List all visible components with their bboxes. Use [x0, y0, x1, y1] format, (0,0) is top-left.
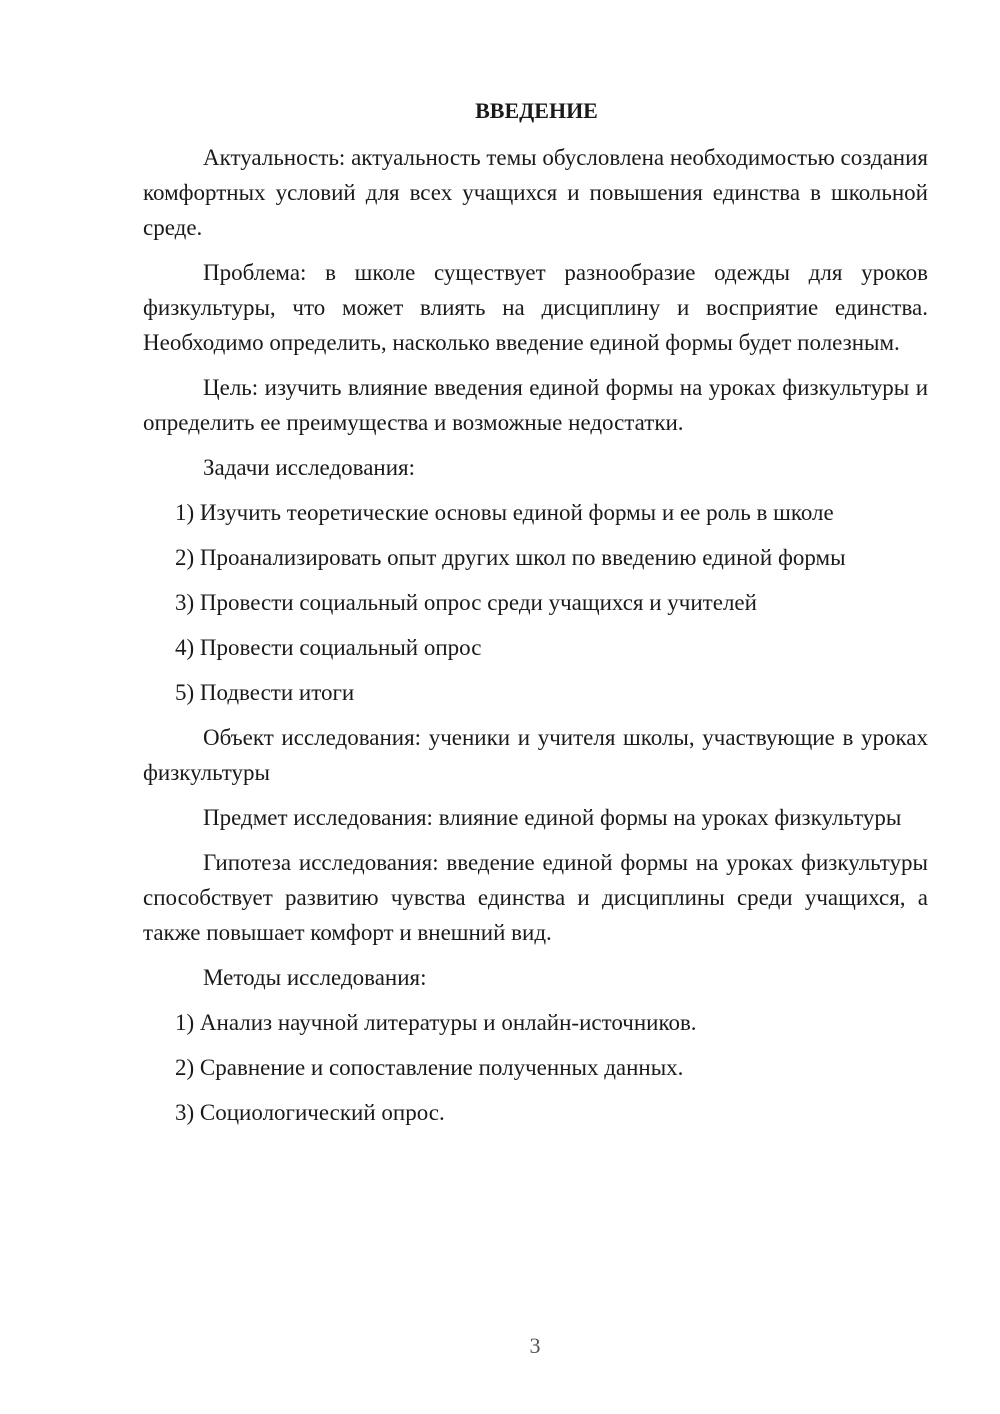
hypothesis-paragraph: Гипотеза исследования: введение единой формы на уроках физкультуры способствует развитию чувства единства и дисциплины среди учащихся, а также повышает комфорт и внешний вид.	[143, 850, 928, 945]
method-item: 3) Социологический опрос.	[175, 1100, 445, 1125]
method-item: 1) Анализ научной литературы и онлайн-источников.	[175, 1010, 697, 1035]
page-number: 3	[529, 1333, 541, 1358]
section-title: ВВЕДЕНИЕ	[475, 98, 598, 123]
object-paragraph: Объект исследования: ученики и учителя школы, участвующие в уроках физкультуры	[143, 725, 928, 785]
subject-paragraph: Предмет исследования: влияние единой формы на уроках физкультуры	[203, 805, 902, 830]
task-item: 4) Провести социальный опрос	[175, 635, 482, 660]
task-item: 2) Проанализировать опыт других школ по введению единой формы	[175, 545, 846, 570]
goal-paragraph: Цель: изучить влияние введения единой формы на уроках физкультуры и определить ее преимущества и возможные недостатки.	[143, 375, 928, 435]
tasks-list	[143, 495, 928, 710]
task-item: 1) Изучить теоретические основы единой формы и ее роль в школе	[175, 500, 834, 525]
task-item: 3) Провести социальный опрос среди учащихся и учителей	[175, 590, 757, 615]
document-body	[143, 96, 928, 1140]
problem-paragraph: Проблема: в школе существует разнообразие одежды для уроков физкультуры, что может влиять на дисциплину и восприятие единства. Необходимо определить, насколько введение единой формы будет полезным.	[143, 260, 928, 355]
relevance-paragraph: Актуальность: актуальность темы обусловлена необходимостью создания комфортных условий для всех учащихся и повышения единства в школьной среде.	[143, 145, 929, 240]
methods-label: Методы исследования:	[203, 965, 427, 990]
method-item: 2) Сравнение и сопоставление полученных данных.	[175, 1055, 684, 1080]
task-item: 5) Подвести итоги	[175, 680, 355, 705]
methods-list	[143, 1005, 928, 1130]
tasks-label: Задачи исследования:	[203, 455, 416, 480]
